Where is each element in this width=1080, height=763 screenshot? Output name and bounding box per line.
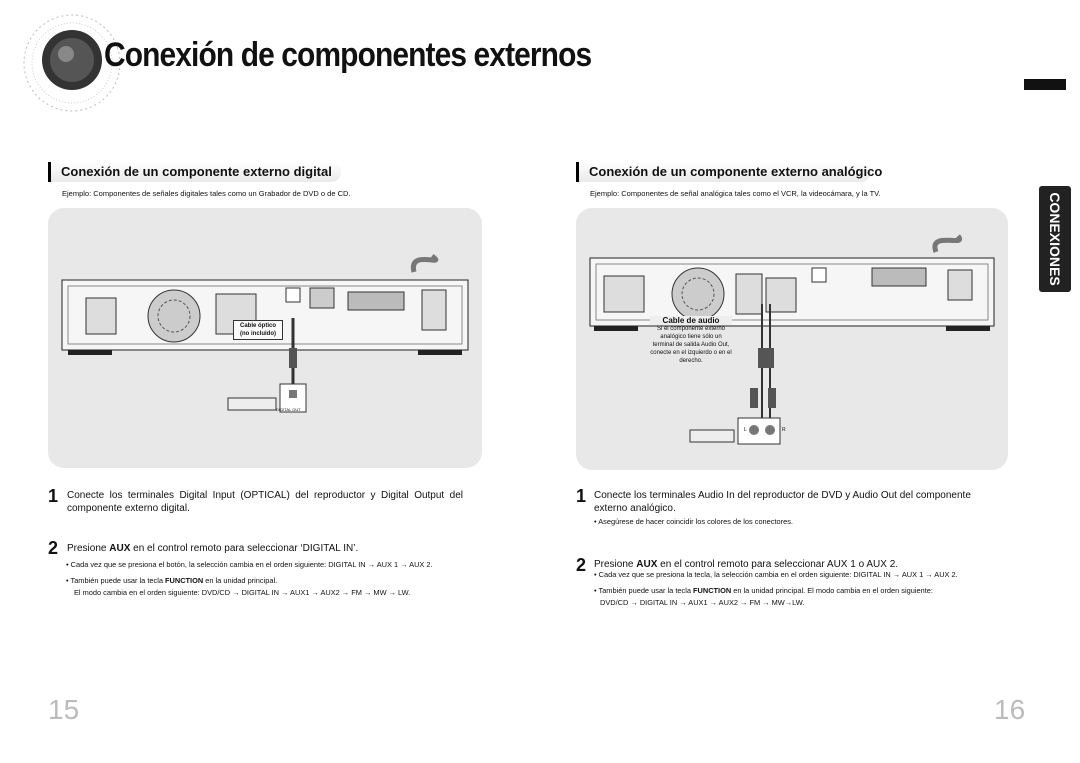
right-step1-number: 1	[576, 486, 587, 506]
left-step1-text: Conecte los terminales Digital Input (OPTICAL) del reproductor y Digital Output del componente externo digital.	[67, 490, 463, 514]
section-tab	[1039, 186, 1071, 292]
cable-label-note: (no incluido)	[240, 331, 276, 337]
cable-label: Cable de audio	[650, 316, 732, 325]
left-diagram-panel	[48, 208, 482, 468]
right-bullet-2: • También puede usar la tecla FUNCTION en la unidad principal. El modo cambia en el orden siguiente:	[594, 586, 933, 595]
analog-connection-diagram	[576, 208, 1008, 470]
cable-note: Si el componente externo analógico tiene sólo un terminal de salida Audio Out, conecte en el izquierdo o en el derecho.	[650, 326, 732, 364]
digital-out-port-label: DIGITAL OUT	[276, 407, 301, 412]
cable-label: Cable óptico	[239, 323, 276, 329]
right-example-text: Ejemplo: Componentes de señal analógica tales como el VCR, la videocámara, y la TV.	[590, 189, 881, 198]
audio-cable-callout	[650, 316, 732, 365]
left-bullet-1: • Cada vez que se presiona el botón, la selección cambia en el orden siguiente: DIGITAL IN → AUX 1 → AUX 2.	[66, 560, 433, 569]
left-example-text: Ejemplo: Componentes de señales digitales tales como un Grabador de DVD o de CD.	[62, 189, 351, 198]
right-section-heading: Conexión de un componente externo analógico	[576, 162, 871, 182]
right-bullet-3: DVD/CD → DIGITAL IN → AUX1 → AUX2 → FM → MW→LW.	[600, 598, 805, 607]
left-section-heading: Conexión de un componente externo digital	[48, 162, 341, 182]
page-number-left: 15	[48, 694, 80, 725]
right-step2-text: Presione AUX en el control remoto para seleccionar AUX 1 o AUX 2.	[594, 559, 899, 570]
header-bar	[1024, 79, 1066, 90]
right-bullet-1: • Cada vez que se presiona la tecla, la selección cambia en el orden siguiente: DIGITAL IN → AUX 1 → AUX 2.	[594, 570, 958, 579]
section-tab-label: CONEXIONES	[1047, 192, 1063, 286]
left-step2-text: Presione AUX en el control remoto para seleccionar ‘DIGITAL IN’.	[67, 543, 359, 554]
right-step2-number: 2	[576, 555, 587, 575]
right-step1-bullet: • Asegúrese de hacer coincidir los colores de los conectores.	[594, 517, 793, 526]
page-title: Conexión de componentes externos	[104, 36, 592, 74]
right-diagram-panel	[576, 208, 1008, 470]
right-jack-label: R	[782, 427, 786, 433]
left-step1-number: 1	[48, 486, 59, 506]
left-bullet-2: • También puede usar la tecla FUNCTION en la unidad principal.	[66, 576, 278, 585]
left-step2-number: 2	[48, 538, 59, 558]
left-jack-label: L	[744, 427, 747, 433]
left-bullet-3: El modo cambia en el orden siguiente: DVD/CD → DIGITAL IN → AUX1 → AUX2 → FM → MW → LW.	[74, 588, 411, 597]
right-step1-text: Conecte los terminales Audio In del reproductor de DVD y Audio Out del componente externo analógico.	[594, 490, 971, 514]
optical-cable-callout	[233, 320, 283, 340]
page-number-right: 16	[994, 694, 1026, 725]
